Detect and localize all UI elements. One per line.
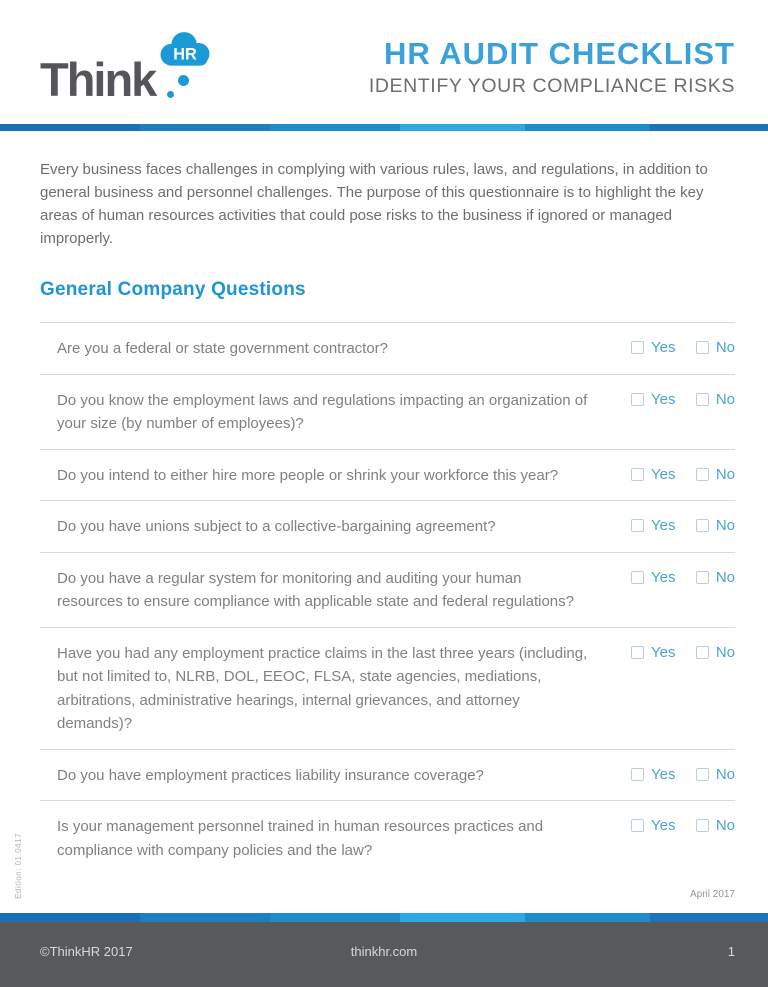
yes-label: Yes bbox=[651, 517, 676, 534]
yes-label: Yes bbox=[651, 568, 676, 586]
no-label: No bbox=[715, 517, 735, 534]
no-option[interactable] bbox=[696, 391, 735, 408]
yes-checkbox[interactable] bbox=[631, 341, 644, 354]
question-row bbox=[40, 627, 735, 749]
no-checkbox[interactable] bbox=[696, 393, 709, 406]
no-checkbox[interactable] bbox=[696, 468, 709, 481]
yes-label: Yes bbox=[651, 765, 676, 783]
question-table bbox=[40, 322, 735, 875]
no-label: No bbox=[715, 643, 735, 661]
yes-option[interactable] bbox=[631, 466, 675, 483]
page-title: HR AUDIT CHECKLIST bbox=[384, 36, 735, 71]
question-row bbox=[40, 322, 735, 374]
no-checkbox[interactable] bbox=[696, 768, 709, 781]
no-option[interactable] bbox=[696, 517, 735, 534]
yes-checkbox[interactable] bbox=[631, 393, 644, 406]
footer-page-number: 1 bbox=[727, 944, 735, 959]
question-text: Is your management personnel trained in human resources practices and compliance with company policies and the law? bbox=[57, 818, 544, 859]
no-label: No bbox=[715, 817, 735, 834]
yes-option[interactable] bbox=[631, 817, 675, 834]
no-option[interactable] bbox=[696, 766, 735, 783]
edition-label: Edition: 01.0417 bbox=[14, 833, 23, 899]
logo-wordmark: Think bbox=[40, 53, 156, 106]
question-row bbox=[40, 552, 735, 627]
cloud-hr-icon bbox=[156, 30, 214, 79]
yes-checkbox[interactable] bbox=[631, 646, 644, 659]
no-label: No bbox=[715, 765, 735, 783]
answer-options bbox=[631, 515, 735, 534]
no-label: No bbox=[715, 465, 735, 483]
yes-option[interactable] bbox=[631, 766, 675, 783]
question-row bbox=[40, 749, 735, 801]
yes-label: Yes bbox=[651, 817, 676, 834]
no-checkbox[interactable] bbox=[696, 519, 709, 532]
no-checkbox[interactable] bbox=[696, 571, 709, 584]
no-option[interactable] bbox=[696, 466, 735, 483]
yes-option[interactable] bbox=[631, 644, 675, 661]
question-text: Do you know the employment laws and regulations impacting an organization of your size (by number of employees)? bbox=[57, 391, 588, 432]
answer-options bbox=[631, 567, 735, 586]
logo-dot-large bbox=[178, 75, 189, 86]
answer-options bbox=[631, 464, 735, 483]
yes-option[interactable] bbox=[631, 391, 675, 408]
header-divider-bar bbox=[0, 124, 768, 131]
no-checkbox[interactable] bbox=[696, 819, 709, 832]
header-titles bbox=[369, 36, 735, 98]
question-row bbox=[40, 500, 735, 552]
yes-option[interactable] bbox=[631, 569, 675, 586]
logo-dot-small bbox=[167, 91, 174, 98]
question-text: Do you have employment practices liability insurance coverage? bbox=[57, 766, 484, 784]
yes-label: Yes bbox=[651, 339, 676, 356]
question-text: Do you intend to either hire more people or shrink your workforce this year? bbox=[57, 466, 559, 484]
question-row bbox=[40, 449, 735, 501]
yes-label: Yes bbox=[651, 465, 676, 483]
question-text: Have you had any employment practice claims in the last three years (including, but not limited to, NLRB, DOL, EEOC, FLSA, state agencies, mediations, arbitrations, administrative hearings, internal grievances, and attorney demands)? bbox=[57, 644, 588, 732]
question-row bbox=[40, 374, 735, 449]
yes-option[interactable] bbox=[631, 517, 675, 534]
answer-options bbox=[631, 389, 735, 408]
no-option[interactable] bbox=[696, 644, 735, 661]
question-text: Do you have a regular system for monitoring and auditing your human resources to ensure compliance with applicable state and federal regulations? bbox=[57, 569, 574, 610]
no-label: No bbox=[715, 390, 735, 408]
yes-checkbox[interactable] bbox=[631, 571, 644, 584]
question-text: Are you a federal or state government contractor? bbox=[57, 340, 389, 357]
yes-checkbox[interactable] bbox=[631, 519, 644, 532]
date-label: April 2017 bbox=[689, 889, 735, 900]
yes-checkbox[interactable] bbox=[631, 768, 644, 781]
no-label: No bbox=[715, 339, 735, 356]
answer-options bbox=[631, 764, 735, 783]
yes-checkbox[interactable] bbox=[631, 468, 644, 481]
answer-options bbox=[631, 815, 735, 834]
no-option[interactable] bbox=[696, 339, 735, 356]
yes-label: Yes bbox=[651, 390, 676, 408]
footer-bar bbox=[0, 922, 768, 987]
yes-label: Yes bbox=[651, 643, 676, 661]
thinkhr-logo bbox=[40, 30, 230, 112]
question-text: Do you have unions subject to a collective-bargaining agreement? bbox=[57, 518, 496, 535]
question-row bbox=[40, 800, 735, 875]
yes-option[interactable] bbox=[631, 339, 675, 356]
footer-divider-bar bbox=[0, 913, 768, 922]
footer-copyright: ©ThinkHR 2017 bbox=[40, 944, 133, 959]
no-checkbox[interactable] bbox=[696, 341, 709, 354]
no-checkbox[interactable] bbox=[696, 646, 709, 659]
intro-paragraph: Every business faces challenges in complying with various rules, laws, and regulations, in addition to general business and personnel challenges. The purpose of this questionnaire is to highlight the key areas of human resources activities that could pose risks to the business if ignored or managed improperly. bbox=[40, 161, 708, 247]
no-option[interactable] bbox=[696, 569, 735, 586]
no-label: No bbox=[715, 568, 735, 586]
yes-checkbox[interactable] bbox=[631, 819, 644, 832]
answer-options bbox=[631, 642, 735, 661]
section-title: General Company Questions bbox=[40, 279, 306, 300]
page-subtitle: IDENTIFY YOUR COMPLIANCE RISKS bbox=[368, 75, 735, 97]
answer-options bbox=[631, 337, 735, 356]
logo-cloud-text: HR bbox=[173, 45, 197, 64]
no-option[interactable] bbox=[696, 817, 735, 834]
footer-website[interactable]: thinkhr.com bbox=[350, 944, 418, 959]
